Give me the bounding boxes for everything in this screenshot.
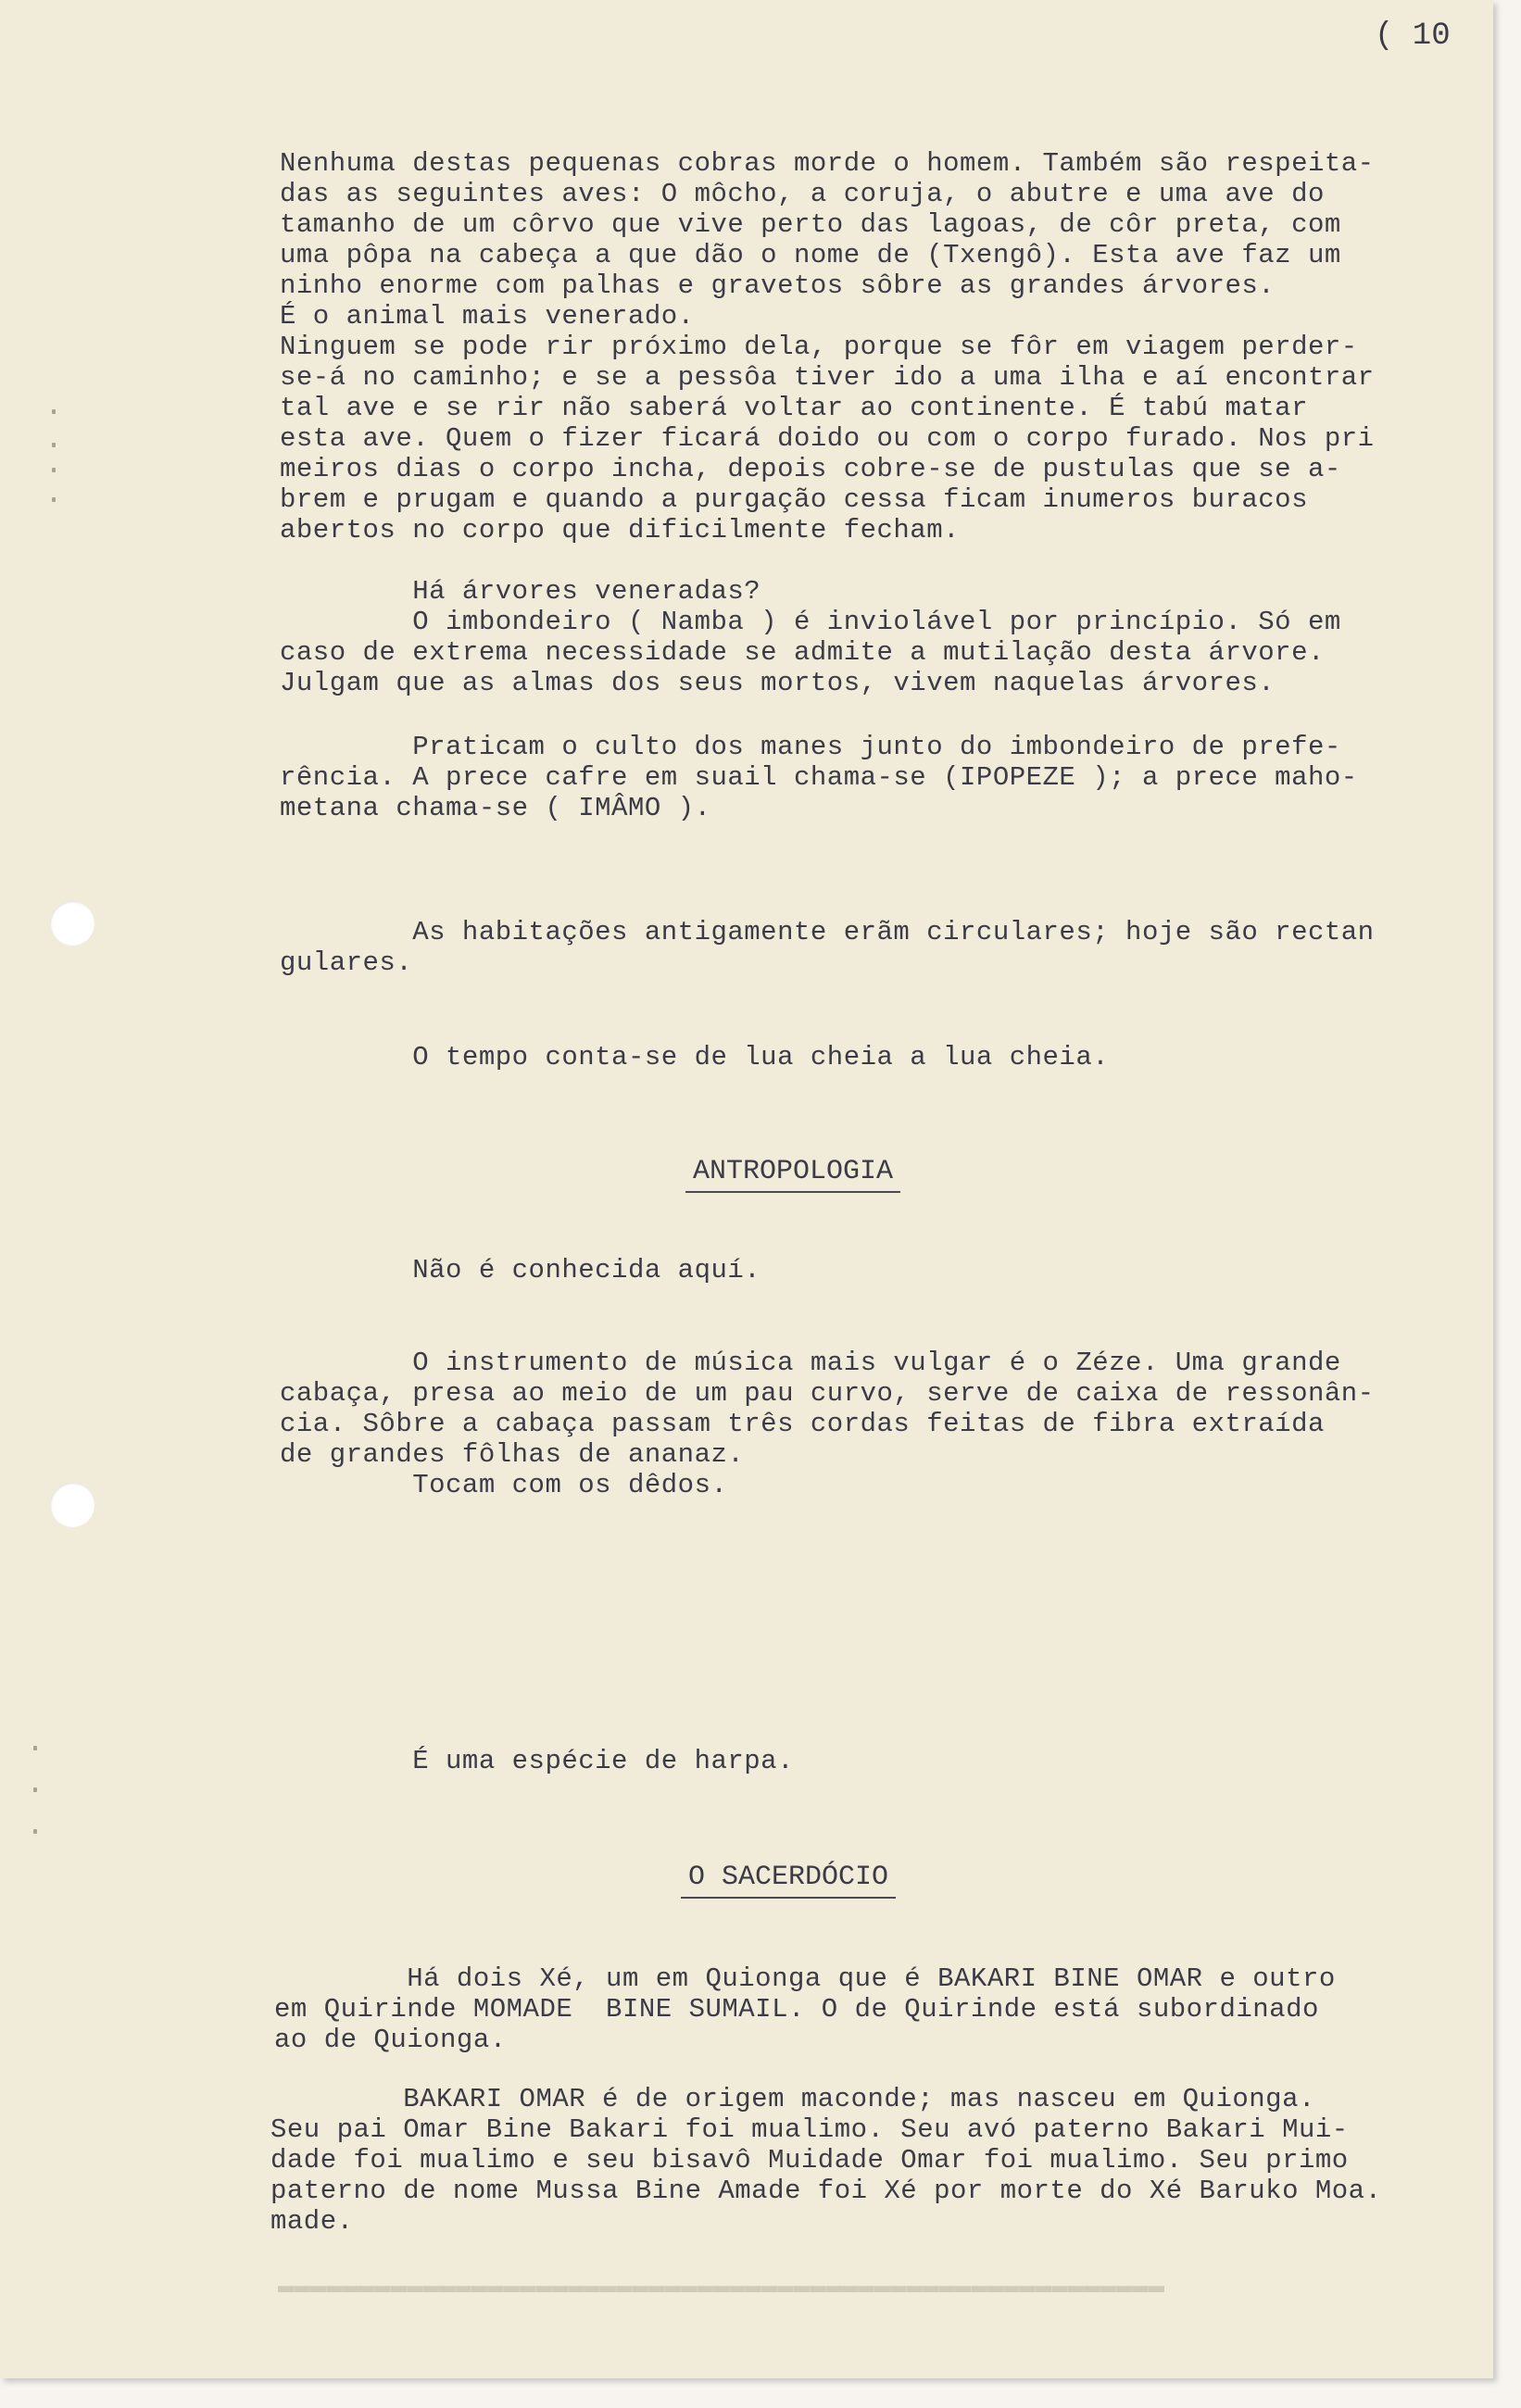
margin-mark xyxy=(52,443,56,447)
paragraph-time-counting: O tempo conta-se de lua cheia a lua cheia. xyxy=(280,1042,1110,1072)
page-number: ( 10 xyxy=(1375,19,1451,54)
paragraph-birds: Nenhuma destas pequenas cobras morde o homem. Também são respeita- das as seguintes aves: O môcho, a coruja, o abutre e uma ave do tamanho de um côrvo que vive perto das lagoas, de côr preta, com uma pôpa na cabeça a que dão o nome de (Txengô). Esta ave faz um ninho enorme com palhas e gravetos sôbre as grandes árvores. É o animal mais venerado. Ninguem se pode rir próximo dela, porque se fôr em viagem perder- se-á no caminho; e se a pessôa tiver ido a uma ilha e aí encontrar tal ave e se rir não saberá voltar ao continente. É tabú matar esta ave. Quem o fizer ficará doido ou com o corpo furado. Nos pri meiros dias o corpo incha, depois cobre-se de pustulas que se a- brem e prugam e quando a purgação cessa ficam inumeros buracos abertos no corpo que dificilmente fecham. xyxy=(280,148,1375,546)
paragraph-cult-of-manes: Praticam o culto dos manes junto do imbondeiro de prefe- rência. A prece cafre em suail chama-se (IPOPEZE ); a prece maho- metana chama-se ( IMÂMO ). xyxy=(280,732,1358,823)
faded-carbon-line: ▬▬▬▬▬▬▬▬▬▬▬▬▬▬▬▬▬▬▬▬▬▬▬▬▬▬▬▬▬▬▬▬▬▬▬▬▬▬▬▬▬▬▬▬▬▬▬▬▬▬▬▬▬▬▬ xyxy=(278,2271,1165,2301)
margin-mark xyxy=(52,468,56,472)
margin-mark xyxy=(33,1787,37,1792)
paragraph-harp: É uma espécie de harpa. xyxy=(280,1746,794,1776)
heading-antropologia: ANTROPOLOGIA xyxy=(685,1156,900,1193)
margin-mark xyxy=(52,409,56,414)
paragraph-not-known: Não é conhecida aquí. xyxy=(280,1255,761,1286)
paragraph-two-xe: Há dois Xé, um em Quionga que é BAKARI BINE OMAR e outro em Quirinde MOMADE BINE SUMAIL. O de Quirinde está subordinado ao de Quionga. xyxy=(274,1963,1336,2055)
heading-sacerdocio: O SACERDÓCIO xyxy=(681,1862,896,1899)
margin-mark xyxy=(33,1829,37,1834)
punch-hole-bottom xyxy=(50,1483,94,1527)
margin-mark xyxy=(52,497,56,502)
paragraph-venerated-trees: Há árvores veneradas? O imbondeiro ( Namba ) é inviolável por princípio. Só em caso de extrema necessidade se admite a mutilação desta árvore. Julgam que as almas dos seus mortos, vivem naquelas árvores. xyxy=(280,576,1341,698)
paragraph-dwellings: As habitações antigamente erãm circulares; hoje são rectan gulares. xyxy=(280,917,1375,978)
margin-mark xyxy=(33,1746,37,1750)
paragraph-music-instrument: O instrumento de música mais vulgar é o Zéze. Uma grande cabaça, presa ao meio de um pau curvo, serve de caixa de ressonân- cia. Sôbre a cabaça passam três cordas feitas de fibra extraída de grandes fôlhas de ananaz. Tocam com os dêdos. xyxy=(280,1348,1375,1500)
punch-hole-top xyxy=(50,901,94,946)
paragraph-bakari-omar: BAKARI OMAR é de origem maconde; mas nasceu em Quionga. Seu pai Omar Bine Bakari foi mualimo. Seu avó paterno Bakari Mui- dade foi mualimo e seu bisavô Muidade Omar foi mualimo. Seu primo paterno de nome Mussa Bine Amade foi Xé por morte do Xé Baruko Moa. made. xyxy=(270,2084,1382,2237)
